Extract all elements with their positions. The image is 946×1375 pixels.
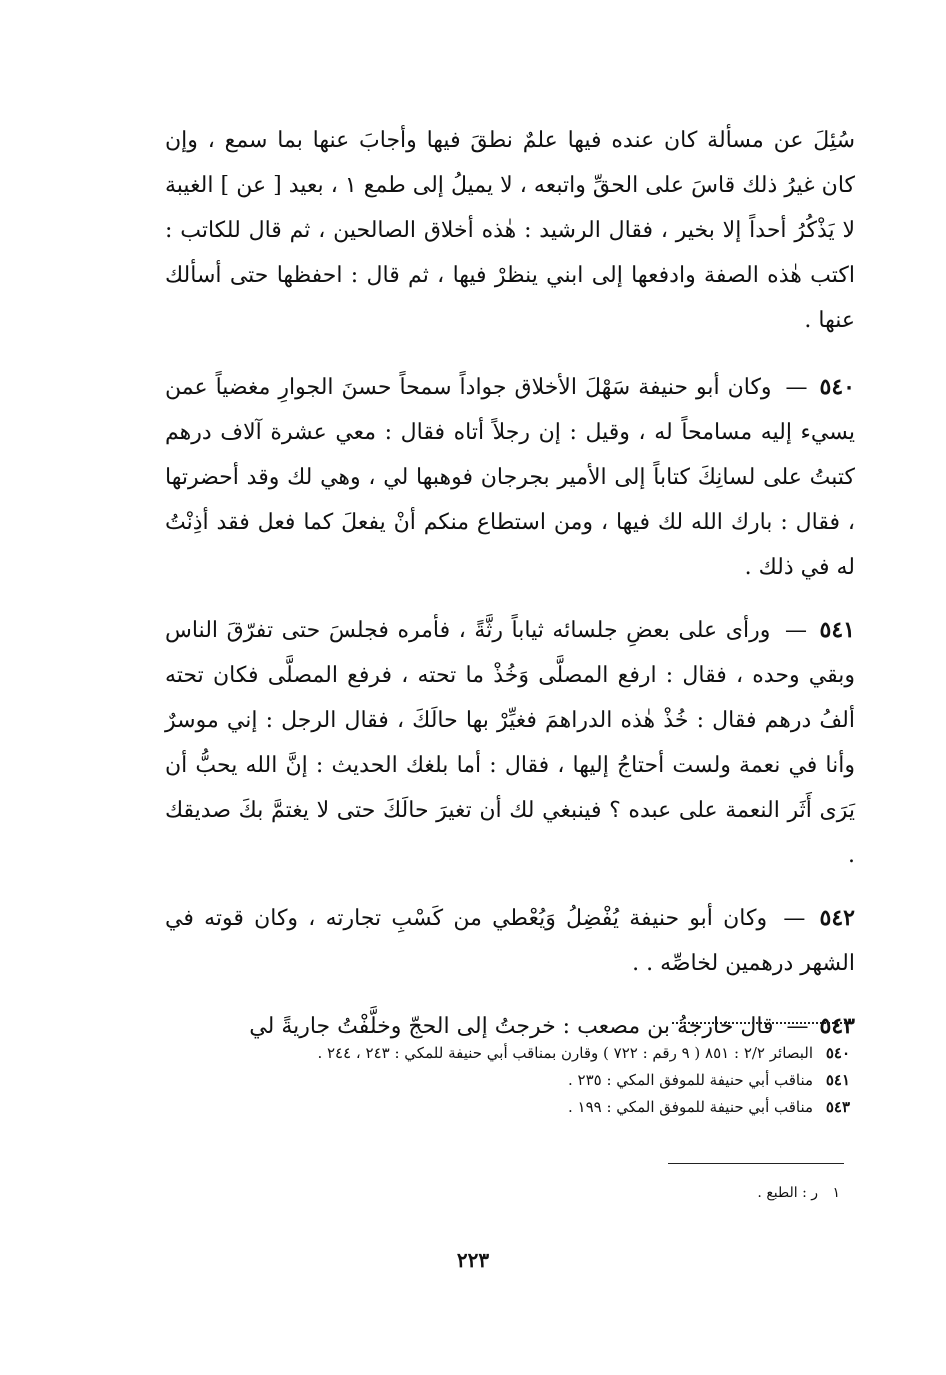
- page-number: ٢٢٣: [456, 1248, 490, 1272]
- paragraph-number: ٥٤١: [819, 617, 855, 643]
- reference-item: [180, 1067, 850, 1094]
- reference-text: البصائر ٢/٢ : ٨٥١ ( ٩ رقم : ٧٢٢ ) وقارن بمناقب أبي حنيفة للمكي : ٢٤٣ ، ٢٤٤ .: [317, 1044, 814, 1062]
- dash: —: [783, 906, 806, 931]
- references-list: [180, 1040, 850, 1121]
- paragraph-text: قال خارجةُ بن مصعب : خرجتُ إلى الحجّ وخلَّفْتُ جاريةً لي: [249, 1014, 774, 1039]
- paragraph-text: سُئِلَ عن مسألة كان عنده فيها علمٌ نطقَ فيها وأجابَ عنها بما سمع ، وإن كان غيرُ ذلك قاسَ على الحقِّ واتبعه ، لا يميلُ إلى طمع ١ ، بعيد [ عن ] الغيبة لا يَذْكُرُ أحداً إلا بخير ، فقال الرشيد : هٰذه أخلاق الصالحين ، ثم قال للكاتب : اكتب هٰذه الصفة وادفعها إلى ابني ينظرْ فيها ، ثم قال : احفظها حتى أسألك عنها .: [165, 128, 855, 333]
- dash: —: [785, 375, 808, 400]
- reference-number: ٥٤٠: [825, 1044, 850, 1062]
- paragraph-number: ٥٤٠: [819, 374, 855, 400]
- footnote-number: ١: [832, 1185, 840, 1201]
- main-text: [165, 118, 855, 1067]
- paragraph-text: وكان أبو حنيفة سَهْلَ الأخلاق جواداً سمحاً حسنَ الجوارِ مغضياً عمن يسيء إليه مسامحاً له ، وقيل : إن رجلاً أتاه فقال : معي عشرة آلاف درهم كتبتُ على لسانِكَ كتاباً إلى الأمير بجرجان فوهبها لي ، وهي لك وقد أحضرتها ، فقال : بارك الله لك فيها ، ومن استطاع منكم أنْ يفعلَ كما فعل فقد أذِنْتُ له في ذلك .: [165, 375, 855, 580]
- paragraph-text: وكان أبو حنيفة يُفْضِلُ وَيُعْطي من كَسْبِ تجارته ، وكان قوته في الشهر درهمين لخاصِّه . .: [165, 906, 855, 976]
- dash: —: [784, 618, 807, 643]
- footnote-divider: [668, 1163, 844, 1164]
- reference-number: ٥٤١: [825, 1071, 850, 1089]
- paragraph-continuation: [165, 118, 855, 343]
- paragraph-number: ٥٤٣: [819, 1013, 855, 1039]
- footnote-text: ر : الطبع .: [757, 1185, 819, 1201]
- reference-text: مناقب أبي حنيفة للموفق المكي : ١٩٩ .: [568, 1098, 814, 1116]
- paragraph-540: [165, 365, 855, 590]
- dash: —: [786, 1014, 809, 1039]
- reference-item: [180, 1040, 850, 1067]
- paragraph-542: [165, 896, 855, 986]
- paragraph-text: ورأى على بعضِ جلسائه ثياباً رثَّةً ، فأمره فجلسَ حتى تفرّقَ الناس وبقي وحده ، فقال : ارفع المصلَّى وَخُذْ ما تحته ، فرفع المصلَّى فكان تحته ألفُ درهم فقال : خُذْ هٰذه الدراهمَ فغيِّرْ بها حالَكَ ، فقال الرجل : إني موسرٌ وأنا في نعمة ولست أحتاجُ إليها ، فقال : أما بلغك الحديث : إنَّ الله يحبُّ أن يَرَى أَثَر النعمة على عبده ؟ فينبغي لك أن تغيرَ حالَكَ حتى لا يغتمَّ بكَ صديقك .: [165, 618, 855, 868]
- references-divider: [672, 1022, 846, 1024]
- paragraph-number: ٥٤٢: [819, 905, 855, 931]
- reference-text: مناقب أبي حنيفة للموفق المكي : ٢٣٥ .: [568, 1071, 814, 1089]
- reference-item: [180, 1094, 850, 1121]
- reference-number: ٥٤٣: [825, 1098, 850, 1116]
- paragraph-541: [165, 608, 855, 878]
- footnote: [560, 1185, 840, 1201]
